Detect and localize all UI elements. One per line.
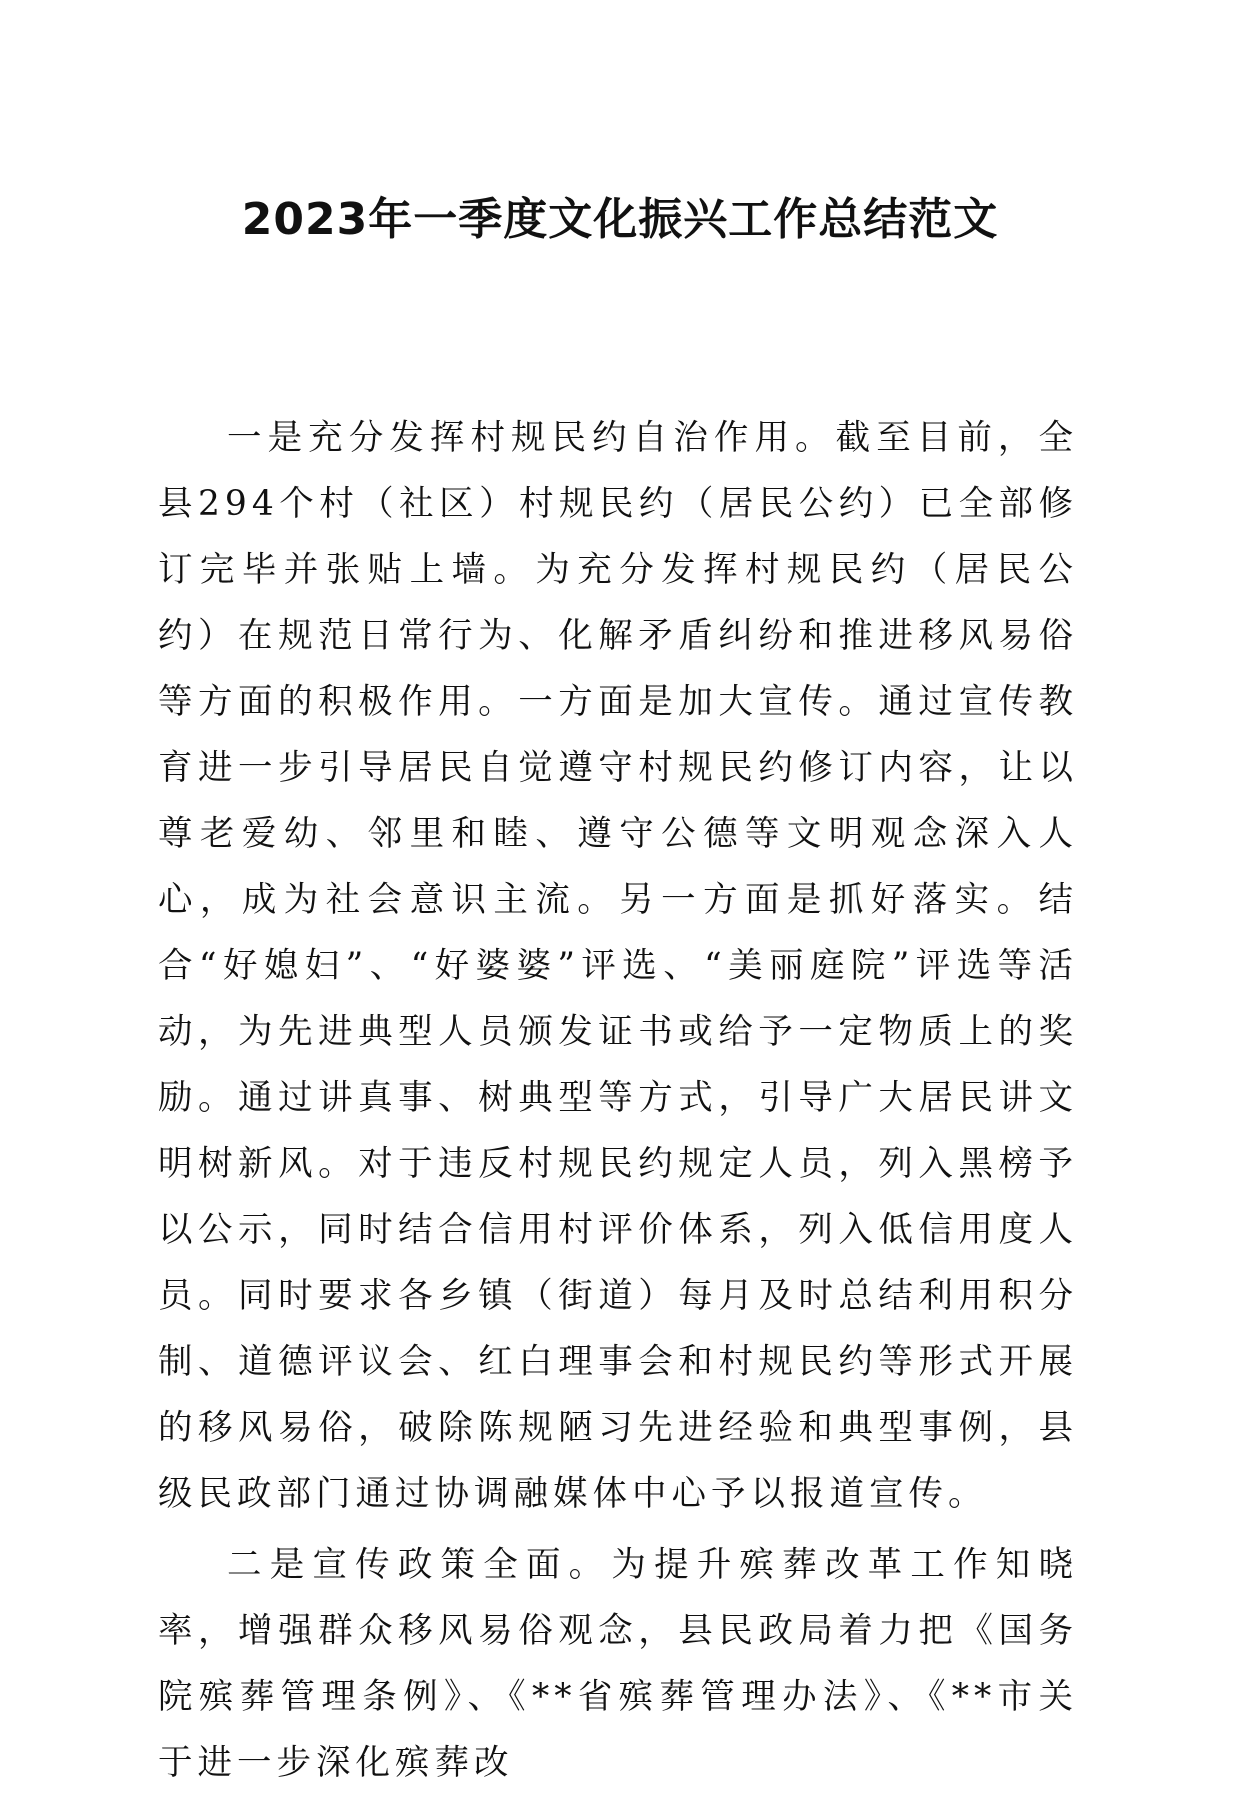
document-title: 2023年一季度文化振兴工作总结范文 [241, 194, 999, 245]
paragraph-policy-publicity: 二是宣传政策全面。为提升殡葬改革工作知晓率，增强群众移风易俗观念，县民政局着力把《国务院殡葬管理条例》、《**省殡葬管理办法》、《**市关于进一步深化殡葬改 [158, 1545, 1078, 1783]
paragraph-village-rules: 一是充分发挥村规民约自治作用。截至目前，全县294个村（社区）村规民约（居民公约）已全部修订完毕并张贴上墙。为充分发挥村规民约（居民公约）在规范日常行为、化解矛盾纠纷和推进移风易俗等方面的积极作用。一方面是加大宣传。通过宣传教育进一步引导居民自觉遵守村规民约修订内容，让以尊老爱幼、邻里和睦、遵守公德等文明观念深入人心，成为社会意识主流。另一方面是抓好落实。结合“好媳妇”、“好婆婆”评选、“美丽庭院”评选等活动，为先进典型人员颁发证书或给予一定物质上的奖励。通过讲真事、树典型等方式，引导广大居民讲文明树新风。对于违反村规民约规定人员，列入黑榜予以公示，同时结合信用村评价体系，列入低信用度人员。同时要求各乡镇（街道）每月及时总结利用积分制、道德评议会、红白理事会和村规民约等形式开展的移风易俗，破除陈规陋习先进经验和典型事例，县级民政部门通过协调融媒体中心予以报道宣传。 [158, 418, 1078, 1514]
document-body [158, 405, 1078, 1796]
